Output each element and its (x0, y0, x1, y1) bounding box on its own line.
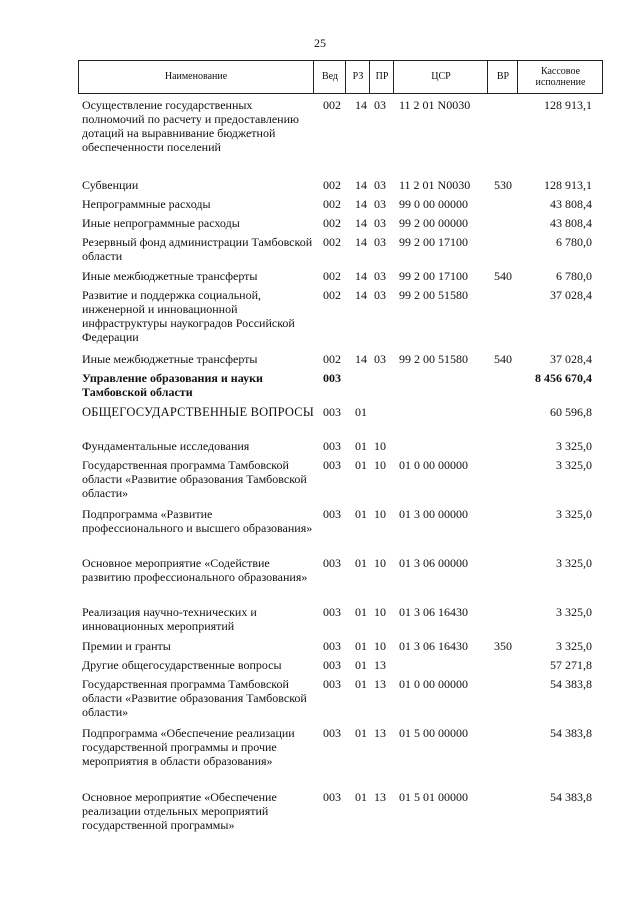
row-vr: 540 (494, 269, 512, 283)
row-pr: 03 (374, 235, 386, 249)
row-csr: 99 2 00 51580 (399, 352, 468, 366)
row-amount: 3 325,0 (556, 639, 592, 653)
row-csr: 99 2 00 17100 (399, 269, 468, 283)
table-row (0, 352, 640, 371)
row-rz: 01 (355, 639, 367, 653)
header-csr: ЦСР (393, 61, 488, 93)
row-rz: 01 (355, 507, 367, 521)
row-ved: 003 (323, 556, 341, 570)
table-row (0, 605, 640, 639)
row-rz: 14 (355, 98, 367, 112)
row-ved: 003 (323, 439, 341, 453)
row-amount: 43 808,4 (550, 197, 592, 211)
row-rz: 01 (355, 405, 367, 419)
row-ved: 003 (323, 507, 341, 521)
table-row (0, 639, 640, 658)
row-csr: 99 2 00 51580 (399, 288, 468, 302)
table-row (0, 507, 640, 556)
row-rz: 01 (355, 658, 367, 672)
row-name: Основное мероприятие «Содействие развитию профессионального образования» (82, 556, 308, 584)
row-amount: 3 325,0 (556, 507, 592, 521)
row-ved: 002 (323, 98, 341, 112)
header-name: Наименование (164, 71, 228, 83)
table-row (0, 439, 640, 458)
row-pr: 13 (374, 726, 386, 740)
table-row (0, 726, 640, 790)
row-ved: 003 (323, 726, 341, 740)
row-csr: 11 2 01 N0030 (399, 178, 471, 192)
row-rz: 14 (355, 197, 367, 211)
header-pr: ПР (369, 61, 394, 93)
table-row (0, 458, 640, 507)
row-amount: 3 325,0 (556, 556, 592, 570)
table-row (0, 216, 640, 235)
row-rz: 01 (355, 790, 367, 804)
row-pr: 13 (374, 677, 386, 691)
row-ved: 003 (323, 458, 341, 472)
row-name: Премии и гранты (82, 639, 171, 653)
table-row (0, 405, 640, 439)
row-csr: 01 5 01 00000 (399, 790, 468, 804)
table-row (0, 197, 640, 216)
row-amount: 8 456 670,4 (535, 371, 592, 385)
row-rz: 01 (355, 556, 367, 570)
row-csr: 99 0 00 00000 (399, 197, 468, 211)
row-name: Подпрограмма «Обеспечение реализации государственной программы и прочие мероприятия в области образования» (82, 726, 295, 768)
row-rz: 14 (355, 352, 367, 366)
row-ved: 002 (323, 352, 341, 366)
row-name: Осуществление государственных полномочий по расчету и предоставлению дотаций на выравнивание бюджетной обеспеченности поселений (82, 98, 299, 154)
row-ved: 003 (323, 658, 341, 672)
row-csr: 99 2 00 00000 (399, 216, 468, 230)
row-ved: 002 (323, 235, 341, 249)
row-pr: 03 (374, 288, 386, 302)
row-amount: 128 913,1 (544, 98, 592, 112)
row-ved: 003 (323, 639, 341, 653)
table-row (0, 178, 640, 197)
table-header (78, 60, 603, 94)
row-pr: 03 (374, 216, 386, 230)
row-name: Подпрограмма «Развитие профессионального и высшего образования» (82, 507, 313, 535)
row-ved: 002 (323, 269, 341, 283)
row-pr: 10 (374, 458, 386, 472)
row-csr: 11 2 01 N0030 (399, 98, 471, 112)
page-number: 25 (314, 36, 326, 50)
row-amount: 54 383,8 (550, 677, 592, 691)
row-rz: 01 (355, 458, 367, 472)
row-ved: 003 (323, 405, 341, 419)
row-name: Реализация научно-технических и инновационных мероприятий (82, 605, 257, 633)
table-row (0, 658, 640, 677)
row-rz: 01 (355, 726, 367, 740)
row-pr: 10 (374, 556, 386, 570)
row-name: Субвенции (82, 178, 139, 192)
row-amount: 128 913,1 (544, 178, 592, 192)
row-name: Государственная программа Тамбовской области «Развитие образования Тамбовской области» (82, 677, 307, 719)
table-row (0, 677, 640, 726)
row-ved: 002 (323, 288, 341, 302)
row-vr: 350 (494, 639, 512, 653)
table-row (0, 288, 640, 352)
row-name: Основное мероприятие «Обеспечение реализации отдельных мероприятий государственной программы» (82, 790, 277, 832)
row-name: Иные межбюджетные трансферты (82, 352, 258, 366)
row-rz: 01 (355, 677, 367, 691)
row-ved: 002 (323, 197, 341, 211)
row-rz: 01 (355, 605, 367, 619)
row-rz: 14 (355, 288, 367, 302)
row-pr: 13 (374, 790, 386, 804)
row-rz: 14 (355, 178, 367, 192)
row-name: Резервный фонд администрации Тамбовской области (82, 235, 313, 263)
row-pr: 03 (374, 352, 386, 366)
header-vr: ВР (487, 61, 518, 93)
row-amount: 54 383,8 (550, 726, 592, 740)
row-pr: 03 (374, 178, 386, 192)
row-pr: 10 (374, 439, 386, 453)
row-csr: 01 0 00 00000 (399, 677, 468, 691)
row-name: Развитие и поддержка социальной, инженерной и инновационной инфраструктуры наукоградов Российской Федерации (82, 288, 295, 344)
row-csr: 01 3 00 00000 (399, 507, 468, 521)
row-ved: 003 (323, 605, 341, 619)
row-name: ОБЩЕГОСУДАРСТВЕННЫЕ ВОПРОСЫ (82, 405, 314, 419)
table-row (0, 98, 640, 178)
header-rz: РЗ (345, 61, 370, 93)
table-body (0, 98, 640, 839)
row-amount: 43 808,4 (550, 216, 592, 230)
row-name: Иные межбюджетные трансферты (82, 269, 258, 283)
row-csr: 01 3 06 16430 (399, 605, 468, 619)
row-name: Государственная программа Тамбовской области «Развитие образования Тамбовской области» (82, 458, 307, 500)
row-rz: 14 (355, 216, 367, 230)
row-pr: 03 (374, 197, 386, 211)
row-amount: 3 325,0 (556, 439, 592, 453)
row-amount: 6 780,0 (556, 235, 592, 249)
row-amount: 54 383,8 (550, 790, 592, 804)
row-rz: 01 (355, 439, 367, 453)
row-amount: 6 780,0 (556, 269, 592, 283)
row-pr: 10 (374, 639, 386, 653)
row-pr: 10 (374, 605, 386, 619)
row-amount: 3 325,0 (556, 605, 592, 619)
row-ved: 003 (323, 677, 341, 691)
table-row (0, 790, 640, 839)
table-row (0, 371, 640, 405)
row-name: Иные непрограммные расходы (82, 216, 240, 230)
row-ved: 003 (323, 371, 341, 385)
row-pr: 10 (374, 507, 386, 521)
table-row (0, 269, 640, 288)
row-vr: 540 (494, 352, 512, 366)
row-amount: 57 271,8 (550, 658, 592, 672)
row-csr: 01 3 06 16430 (399, 639, 468, 653)
row-name: Управление образования и науки Тамбовской области (82, 371, 263, 399)
row-ved: 002 (323, 178, 341, 192)
row-amount: 37 028,4 (550, 352, 592, 366)
row-pr: 03 (374, 98, 386, 112)
row-amount: 60 596,8 (550, 405, 592, 419)
row-name: Непрограммные расходы (82, 197, 211, 211)
row-csr: 01 5 00 00000 (399, 726, 468, 740)
row-vr: 530 (494, 178, 512, 192)
row-csr: 99 2 00 17100 (399, 235, 468, 249)
row-name: Другие общегосударственные вопросы (82, 658, 282, 672)
row-ved: 002 (323, 216, 341, 230)
table-row (0, 556, 640, 605)
row-amount: 3 325,0 (556, 458, 592, 472)
row-ved: 003 (323, 790, 341, 804)
row-csr: 01 0 00 00000 (399, 458, 468, 472)
row-csr: 01 3 06 00000 (399, 556, 468, 570)
row-pr: 03 (374, 269, 386, 283)
row-name: Фундаментальные исследования (82, 439, 250, 453)
header-ved: Вед (313, 61, 346, 93)
header-amount: Кассовое исполнение (517, 61, 603, 93)
table-row (0, 235, 640, 269)
row-pr: 13 (374, 658, 386, 672)
row-rz: 14 (355, 235, 367, 249)
row-amount: 37 028,4 (550, 288, 592, 302)
row-rz: 14 (355, 269, 367, 283)
